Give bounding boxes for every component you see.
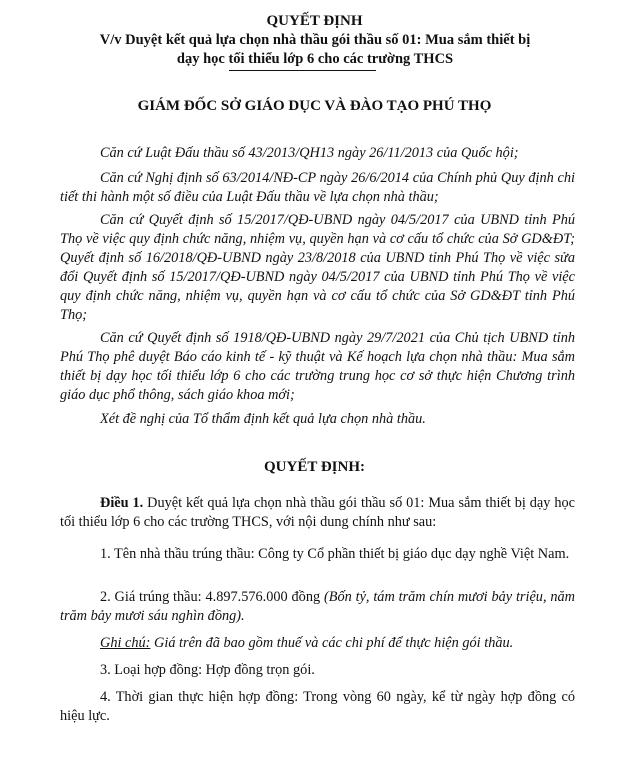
preamble-law: Căn cứ Luật Đấu thầu số 43/2013/QH13 ngày 26/11/2013 của Quốc hội; [100,145,519,161]
decision-heading: QUYẾT ĐỊNH: [264,459,365,475]
document-title: QUYẾT ĐỊNH [266,13,363,29]
preamble-proposal: Xét đề nghị của Tổ thẩm định kết quả lựa chọn nhà thầu. [100,411,426,427]
article-1 [60,494,575,532]
note-text: Giá trên đã bao gồm thuế và các chi phí để thực hiện gói thầu. [154,635,514,651]
title-underline [229,70,376,71]
article-1-text: Duyệt kết quả lựa chọn nhà thầu gói thầu số 01: Mua sắm thiết bị dạy học tối thiểu lớp 6 cho các trường THCS, với nội dung chính như sau: [60,495,575,530]
item-contract-type: 3. Loại hợp đồng: Hợp đồng trọn gói. [100,662,315,678]
item-winner: 1. Tên nhà thầu trúng thầu: Công ty Cổ phần thiết bị giáo dục dạy nghề Việt Nam. [100,546,570,562]
item-price [60,588,575,626]
note-label: Ghi chú: [100,635,151,651]
issuing-authority: GIÁM ĐỐC SỞ GIÁO DỤC VÀ ĐÀO TẠO PHÚ THỌ [137,98,492,114]
price-note [60,634,575,653]
subject-line-2: dạy học tối thiểu lớp 6 cho các trường THCS [176,51,454,67]
preamble-decree: Căn cứ Nghị định số 63/2014/NĐ-CP ngày 26/6/2014 của Chính phủ Quy định chi tiết thi hành một số điều của Luật Đấu thầu về lựa chọn nhà thầu; [60,170,575,205]
preamble-decision-15: Căn cứ Quyết định số 15/2017/QĐ-UBND ngày 04/5/2017 của UBND tỉnh Phú Thọ về việc quy định chức năng, nhiệm vụ, quyền hạn và cơ cấu tổ chức của Sở GD&ĐT; Quyết định số 16/2018/QĐ-UBND ngày 23/8/2018 của UBND tỉnh Phú Thọ về việc sửa đổi Quyết định số 15/2017/QĐ-UBND ngày 04/5/2017 của UBND tỉnh Phú Thọ về việc quy định chức năng, nhiệm vụ, quyền hạn và cơ cấu tổ chức của Sở GD&ĐT tỉnh Phú Thọ; [60,212,575,323]
price-in-words: (Bốn tỷ, tám trăm chín mươi bảy triệu, năm trăm bảy mươi sáu nghìn đồng). [60,589,575,624]
document-subject [60,31,570,69]
item-duration: 4. Thời gian thực hiện hợp đồng: Trong vòng 60 ngày, kể từ ngày hợp đồng có hiệu lực. [60,689,575,724]
price-amount: 2. Giá trúng thầu: 4.897.576.000 đồng [100,589,321,605]
preamble-decision-1918: Căn cứ Quyết định số 1918/QĐ-UBND ngày 29/7/2021 của Chủ tịch UBND tỉnh Phú Thọ phê duyệt Báo cáo kinh tế - kỹ thuật và Kế hoạch lựa chọn nhà thầu: Mua sắm thiết bị dạy học tối thiểu lớp 6 cho các trường trung học cơ sở thực hiện Chương trình giáo dục phổ thông, sách giáo khoa mới; [60,330,575,403]
article-1-label: Điều 1. [100,495,144,511]
subject-line-1: V/v Duyệt kết quả lựa chọn nhà thầu gói thầu số 01: Mua sắm thiết bị [99,32,531,48]
